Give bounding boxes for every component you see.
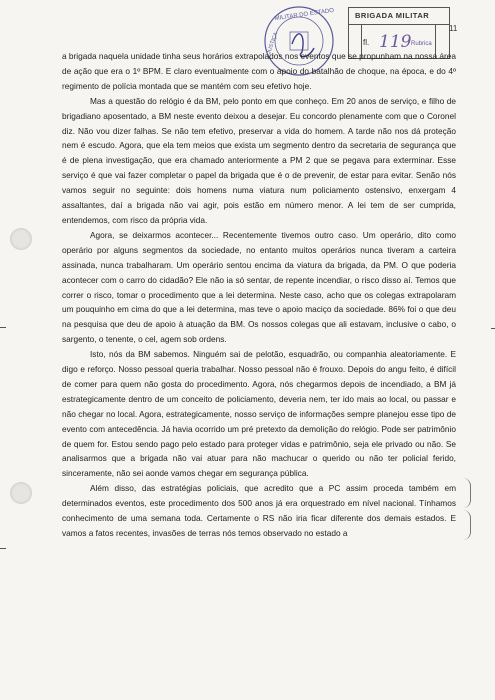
stamp-fl-label: fl. [363, 38, 370, 47]
stamp-rubrica: Rubrica [411, 41, 432, 47]
page-edge-tick [491, 328, 495, 329]
document-body [62, 49, 456, 541]
paragraph: a brigada naquela unidade tinha seus horários extrapolados nos eventos que se propunham na nossa área de ação que era o 1º BPM. E claro eventualmente com o apoio do batalhão de choque, na época, e do 4º regimento de polícia montada que se mantém com seu efetivo hoje. [62, 51, 456, 91]
seal-text-left: JUSTIÇA [266, 31, 280, 56]
stamp-side-number: 11 [449, 24, 458, 33]
paragraph: Isto, nós da BM sabemos. Ninguém sai de pelotão, esquadrão, ou companhia aleatoriamente. E digo e reforço. Nosso pessoal queria trabalhar. Nosso pessoal não é frouxo. Depois do angu feito, é difícil de comer para quem não gosta do procedimento. Agora, nós chegarmos depois de incendiado, a BM já estrategicamente dentro de um conceito de policiamento, deveria nem, ter ido mais ao local, ou passar e não chegar no local. Agora, estrategicamente, nosso serviço de informações sempre planejou esse tipo de evento com antecedência. Já havia ocorrido um pré pretexto da demolição do relógio. Pode ser patrimônio de quem for. Estou sendo pago pelo estado para proteger vidas e patrimônio, seja ele privado ou não. Se analisarmos que a brigada não vai atuar para não machucar o querido ou não ter policial ferido, sinceramente, não sei aonde vamos chegar em segurança pública. [62, 349, 456, 479]
seal-text-top: MILITAR DO ESTADO [274, 7, 335, 23]
page-edge-tick [0, 548, 6, 549]
stamp-header: BRIGADA MILITAR [349, 8, 449, 25]
page-edge-tick [0, 327, 6, 328]
margin-bracket [462, 478, 471, 508]
paragraph: Agora, se deixarmos acontecer... Recentemente tivemos outro caso. Um operário, dito como operário por alguns segmentos da sociedade, no entanto muitos operários nunca tiveram a carteira assinada, nunca trabalharam. Um operário sentou encima da viatura da brigada, da PM. O que poderia acontecer com o carro do cidadão? Ele não ia só sentar, de repente incendiar, o risco disso aí. Temos que correr o risco, tomar o procedimento que a lei determina. Neste caso, acho que os colegas extrapolaram um pouquinho em cima do que a lei determina, mas teve o apoio maciço da sociedade. 86% foi o que deu na pesquisa que deu de apoio à atuação da BM. Os nossos colegas que ali estavam, inclusive o cabo, o sargento, o tenente, o cel, agem sob ordens. [62, 229, 456, 345]
paragraph: Mas a questão do relógio é da BM, pelo ponto em que conheço. Em 20 anos de serviço, e filho de brigadiano aposentado, a BM neste evento deixou a desejar. Eu concordo plenamente com que o Coronel diz. Não vou dizer falhas. Se não tem efetivo, preservar a vida do homem. A tarde não nos dá proteção nem é escudo. Agora, que ela tem meios que exista um segmento dentro da secretaria de segurança que é de plena investigação, que era chamado anteriormente a PM 2 que se pegava para exterminar. Esse serviço é que vai fazer completar o papel da brigada que é o de prevenir, de estar para evitar. Senão nós vamos seguir no seguinte: dois homens numa viatura num policiamento ostensivo, enxergam 4 assaltantes, daí a brigada não vai agir, pois estão em número menor. A lei tem de ser cumprida, entendemos, com risco da própria vida. [62, 95, 456, 225]
stamp-sheet-number: 119 [379, 32, 412, 52]
punch-hole [10, 228, 32, 250]
margin-bracket [462, 510, 471, 540]
punch-hole [10, 482, 32, 504]
paragraph: Além disso, das estratégias policiais, que acredito que a PC assim proceda também em determinados eventos, este procedimento dos 500 anos já era orquestrado em nível nacional. Tínhamos conhecimento de uma semana toda. Certamente o RS não iria ficar diferente dos demais estados. E vamos a fatos recentes, invasões de terras nós temos observado no estado a [62, 483, 456, 538]
